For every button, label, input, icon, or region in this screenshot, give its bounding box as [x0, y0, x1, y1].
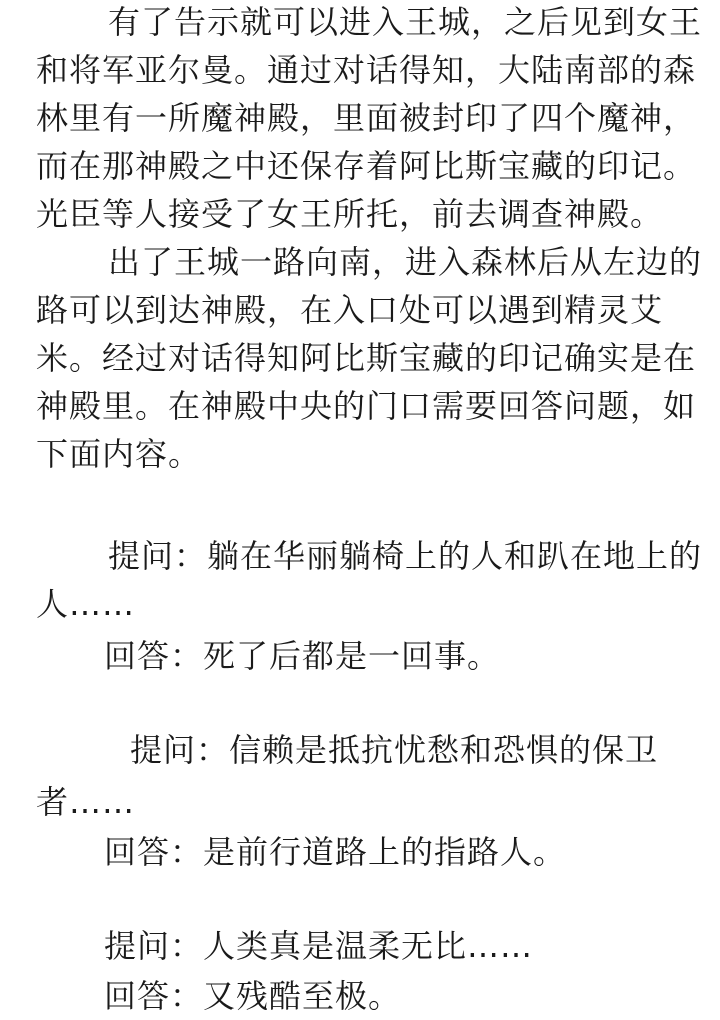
question-2-line-2: 者…… [36, 783, 136, 821]
paragraph-2-line-2: 路可以到达神殿，在入口处可以遇到精灵艾 [36, 291, 664, 329]
paragraph-2-line-3: 米。经过对话得知阿比斯宝藏的印记确实是在 [36, 339, 697, 377]
question-3-line-1: 提问：人类真是温柔无比…… [104, 927, 534, 965]
question-1-line-2: 人…… [36, 585, 136, 623]
paragraph-2-line-5: 下面内容。 [36, 435, 202, 473]
paragraph-1-line-3: 林里有一所魔神殿，里面被封印了四个魔神， [36, 99, 697, 137]
answer-3: 回答：又残酷至极。 [104, 977, 402, 1015]
paragraph-2-line-4: 神殿里。在神殿中央的门口需要回答问题，如 [36, 387, 697, 425]
paragraph-2-line-1: 出了王城一路向南，进入森林后从左边的 [108, 243, 703, 281]
paragraph-1-line-1: 有了告示就可以进入王城，之后见到女王 [108, 3, 703, 41]
question-2-line-1: 提问：信赖是抵抗忧愁和恐惧的保卫 [130, 731, 659, 769]
paragraph-1-line-4: 而在那神殿之中还保存着阿比斯宝藏的印记。 [36, 147, 697, 185]
paragraph-1-line-5: 光臣等人接受了女王所托，前去调查神殿。 [36, 195, 664, 233]
question-1-line-1: 提问：躺在华丽躺椅上的人和趴在地上的 [108, 537, 703, 575]
answer-1: 回答：死了后都是一回事。 [104, 637, 501, 675]
answer-2: 回答：是前行道路上的指路人。 [104, 833, 567, 871]
paragraph-1-line-2: 和将军亚尔曼。通过对话得知，大陆南部的森 [36, 51, 697, 89]
